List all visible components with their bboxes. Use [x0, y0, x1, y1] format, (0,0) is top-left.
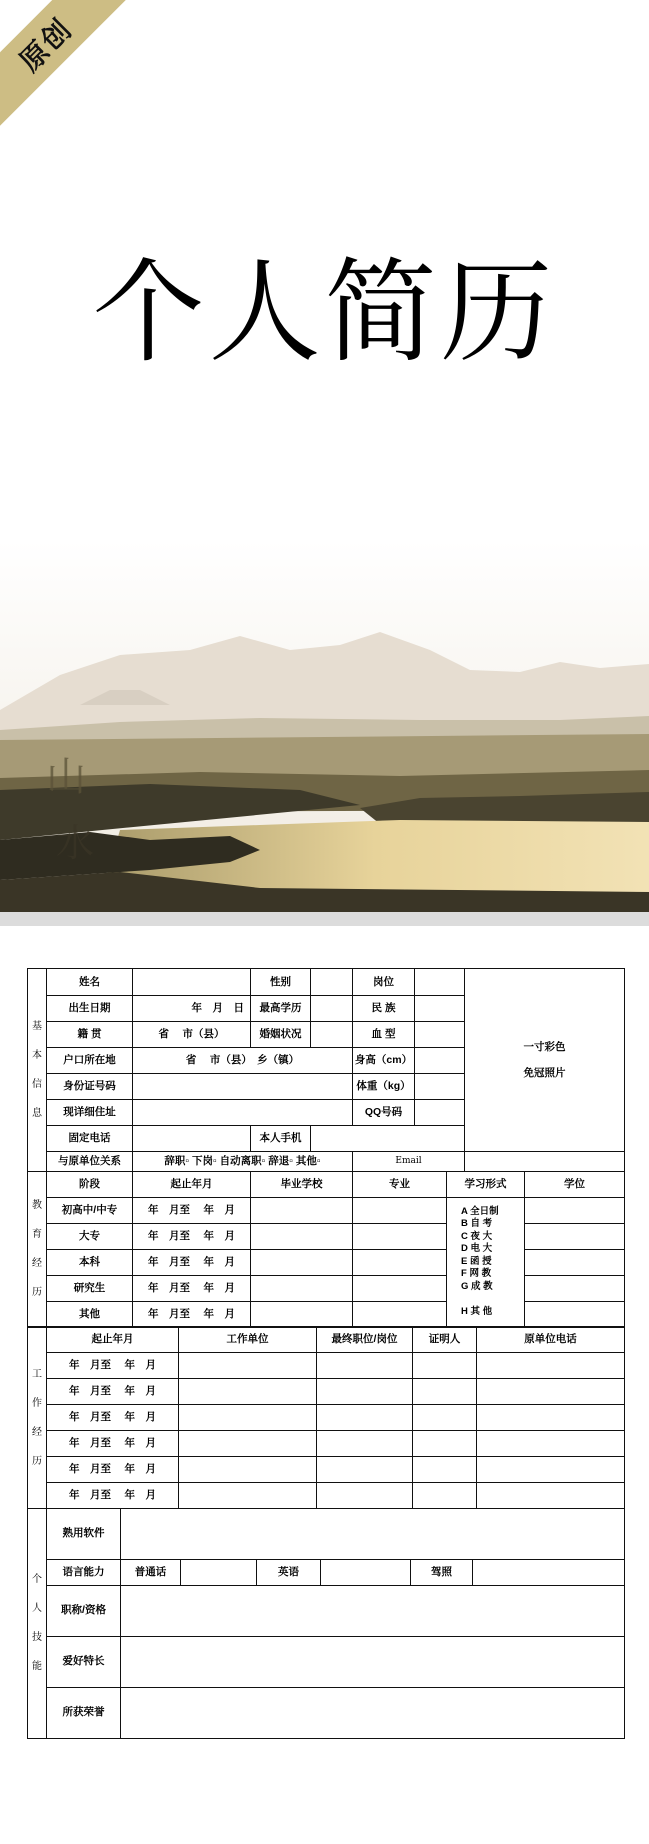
work-reference[interactable] [413, 1431, 477, 1457]
field-software[interactable] [121, 1508, 625, 1559]
skills-table [27, 1508, 625, 1739]
edu-school[interactable] [251, 1275, 353, 1301]
work-reference[interactable] [413, 1457, 477, 1483]
work-period[interactable]: 年 月至 年 月 [47, 1483, 179, 1509]
edu-stage: 初高中/中专 [47, 1197, 133, 1223]
field-weight[interactable] [415, 1074, 465, 1100]
work-phone[interactable] [477, 1457, 625, 1483]
label-weight: 体重（kg） [353, 1074, 415, 1100]
field-relation-options[interactable]: 辞职▫ 下岗▫ 自动离职▫ 辞退▫ 其他▫ [133, 1152, 353, 1172]
education-table [27, 1171, 625, 1328]
work-period[interactable]: 年 月至 年 月 [47, 1379, 179, 1405]
work-reference[interactable] [413, 1405, 477, 1431]
work-employer[interactable] [179, 1457, 317, 1483]
label-marital: 婚姻状况 [251, 1022, 311, 1048]
work-phone[interactable] [477, 1379, 625, 1405]
work-phone[interactable] [477, 1431, 625, 1457]
work-header-employer: 工作单位 [179, 1327, 317, 1353]
edu-major[interactable] [353, 1223, 447, 1249]
field-education[interactable] [311, 996, 353, 1022]
label-ethnicity: 民 族 [353, 996, 415, 1022]
photo-label-2: 免冠照片 [523, 1067, 566, 1079]
resume-form [27, 968, 624, 1739]
work-position[interactable] [317, 1483, 413, 1509]
work-reference[interactable] [413, 1353, 477, 1379]
field-position[interactable] [415, 969, 465, 996]
photo-box[interactable] [465, 969, 625, 1152]
field-license[interactable] [473, 1559, 625, 1585]
work-position[interactable] [317, 1431, 413, 1457]
label-education: 最高学历 [251, 996, 311, 1022]
work-reference[interactable] [413, 1483, 477, 1509]
edu-period[interactable]: 年 月至 年 月 [133, 1223, 251, 1249]
work-employer[interactable] [179, 1483, 317, 1509]
field-height[interactable] [415, 1048, 465, 1074]
edu-period[interactable]: 年 月至 年 月 [133, 1301, 251, 1327]
work-employer[interactable] [179, 1353, 317, 1379]
landscape-image [0, 540, 649, 912]
label-relation: 与原单位关系 [47, 1152, 133, 1172]
edu-degree[interactable] [525, 1197, 625, 1223]
section-education: 教 育 经 历 [28, 1171, 47, 1327]
label-position: 岗位 [353, 969, 415, 996]
work-employer[interactable] [179, 1431, 317, 1457]
label-native-place: 籍 贯 [47, 1022, 133, 1048]
work-position[interactable] [317, 1405, 413, 1431]
label-phone: 固定电话 [47, 1126, 133, 1152]
label-address: 现详细住址 [47, 1100, 133, 1126]
work-header-final-position: 最终职位/岗位 [317, 1327, 413, 1353]
edu-major[interactable] [353, 1275, 447, 1301]
edu-header-stage: 阶段 [47, 1171, 133, 1197]
work-period[interactable]: 年 月至 年 月 [47, 1405, 179, 1431]
work-table [27, 1326, 625, 1509]
edu-degree[interactable] [525, 1249, 625, 1275]
edu-period[interactable]: 年 月至 年 月 [133, 1275, 251, 1301]
edu-period[interactable]: 年 月至 年 月 [133, 1197, 251, 1223]
edu-header-period: 起止年月 [133, 1171, 251, 1197]
field-native-place[interactable]: 省 市（县） [133, 1022, 251, 1048]
section-work: 工 作 经 历 [28, 1327, 47, 1509]
field-blood[interactable] [415, 1022, 465, 1048]
label-name: 姓名 [47, 969, 133, 996]
label-height: 身高（cm） [353, 1048, 415, 1074]
label-english: 英语 [257, 1559, 321, 1585]
work-header-reference: 证明人 [413, 1327, 477, 1353]
field-hukou[interactable]: 省 市（县） 乡（镇） [133, 1048, 353, 1074]
basic-info-table [27, 968, 625, 1172]
calligraphy-shan: 山 [46, 754, 86, 800]
section-skills: 个 人 技 能 [28, 1508, 47, 1738]
label-hukou: 户口所在地 [47, 1048, 133, 1074]
edu-degree[interactable] [525, 1301, 625, 1327]
work-period[interactable]: 年 月至 年 月 [47, 1431, 179, 1457]
label-gender: 性别 [251, 969, 311, 996]
label-birth-date: 出生日期 [47, 996, 133, 1022]
field-address[interactable] [133, 1100, 353, 1126]
field-marital[interactable] [311, 1022, 353, 1048]
work-header-period: 起止年月 [47, 1327, 179, 1353]
work-header-employer-phone: 原单位电话 [477, 1327, 625, 1353]
work-position[interactable] [317, 1379, 413, 1405]
work-phone[interactable] [477, 1483, 625, 1509]
field-hobby[interactable] [121, 1636, 625, 1687]
label-honors: 所获荣誉 [47, 1687, 121, 1738]
edu-stage: 其他 [47, 1301, 133, 1327]
section-basic-info: 基 本 信 息 [28, 969, 47, 1172]
divider-bar [0, 912, 649, 926]
edu-header-study-form: 学习形式 [447, 1171, 525, 1197]
field-email[interactable] [465, 1152, 625, 1172]
label-hobby: 爱好特长 [47, 1636, 121, 1687]
edu-header-school: 毕业学校 [251, 1171, 353, 1197]
edu-major[interactable] [353, 1301, 447, 1327]
work-employer[interactable] [179, 1379, 317, 1405]
field-english[interactable] [321, 1559, 411, 1585]
field-id-no[interactable] [133, 1074, 353, 1100]
work-phone[interactable] [477, 1405, 625, 1431]
label-qq: QQ号码 [353, 1100, 415, 1126]
label-software: 熟用软件 [47, 1508, 121, 1559]
label-license: 驾照 [411, 1559, 473, 1585]
work-period[interactable]: 年 月至 年 月 [47, 1353, 179, 1379]
work-employer[interactable] [179, 1405, 317, 1431]
edu-school[interactable] [251, 1197, 353, 1223]
field-name[interactable] [133, 969, 251, 996]
calligraphy-shui: 水 [56, 821, 95, 865]
field-birth-date[interactable]: 年 月 日 [133, 996, 251, 1022]
edu-header-major: 专业 [353, 1171, 447, 1197]
field-honors[interactable] [121, 1687, 625, 1738]
work-position[interactable] [317, 1457, 413, 1483]
label-email: Email [353, 1152, 465, 1172]
edu-degree[interactable] [525, 1275, 625, 1301]
study-form-options[interactable]: A 全日制 B 自 考 C 夜 大 D 电 大 E 函 授 F 网 教 G 成 教 H 其 他 [447, 1197, 525, 1327]
field-gender[interactable] [311, 969, 353, 996]
edu-major[interactable] [353, 1249, 447, 1275]
label-mandarin: 普通话 [121, 1559, 181, 1585]
original-badge: 原创 [0, 0, 145, 144]
edu-school[interactable] [251, 1223, 353, 1249]
label-id-no: 身份证号码 [47, 1074, 133, 1100]
edu-period[interactable]: 年 月至 年 月 [133, 1249, 251, 1275]
work-reference[interactable] [413, 1379, 477, 1405]
field-phone[interactable] [133, 1126, 251, 1152]
edu-header-degree: 学位 [525, 1171, 625, 1197]
edu-stage: 大专 [47, 1223, 133, 1249]
field-qq[interactable] [415, 1100, 465, 1126]
field-mobile[interactable] [311, 1126, 465, 1152]
photo-label-1: 一寸彩色 [523, 1041, 566, 1053]
label-blood: 血 型 [353, 1022, 415, 1048]
edu-stage: 本科 [47, 1249, 133, 1275]
work-phone[interactable] [477, 1353, 625, 1379]
page-title: 个人简历 [92, 248, 557, 378]
field-ethnicity[interactable] [415, 996, 465, 1022]
field-title-qualification[interactable] [121, 1585, 625, 1636]
edu-school[interactable] [251, 1249, 353, 1275]
work-period[interactable]: 年 月至 年 月 [47, 1457, 179, 1483]
edu-major[interactable] [353, 1197, 447, 1223]
field-mandarin[interactable] [181, 1559, 257, 1585]
edu-school[interactable] [251, 1301, 353, 1327]
edu-degree[interactable] [525, 1223, 625, 1249]
work-position[interactable] [317, 1353, 413, 1379]
label-title-qualification: 职称/资格 [47, 1585, 121, 1636]
label-language: 语言能力 [47, 1559, 121, 1585]
edu-stage: 研究生 [47, 1275, 133, 1301]
label-mobile: 本人手机 [251, 1126, 311, 1152]
